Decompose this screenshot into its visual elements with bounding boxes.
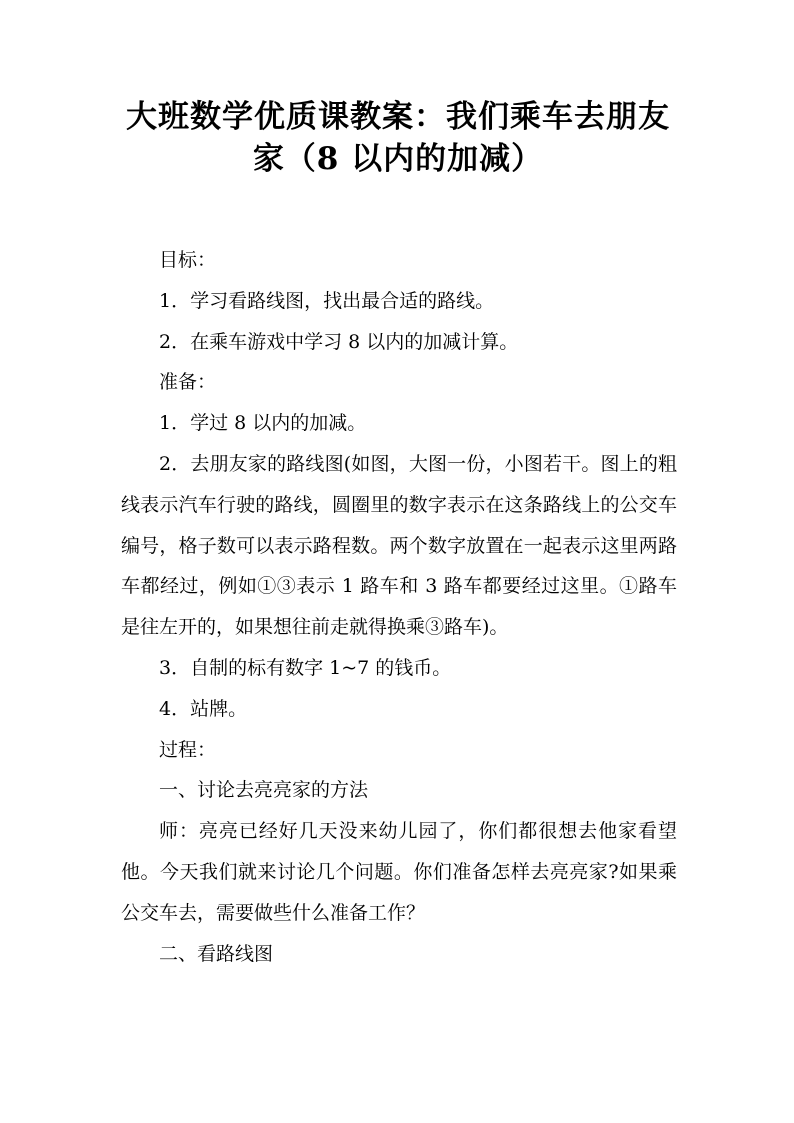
document-body xyxy=(121,240,677,974)
process-heading: 过程： xyxy=(159,738,217,761)
preparation-item-2: 2．去朋友家的路线图(如图，大图一份，小图若干。图上的粗线表示汽车行驶的路线，圆圈里的数字表示在这条路线上的公交车编号，格子数可以表示路程数。两个数字放置在一起表示这里两路车都经过，例如①③表示 1 路车和 3 路车都要经过这里。①路车是往左开的，如果想往前走就得换乘③路车)。 xyxy=(121,452,677,639)
goal-item-1: 1．学习看路线图，找出最合适的路线。 xyxy=(159,289,495,312)
title-line-2: 家（8 以内的加减） xyxy=(252,141,544,177)
preparation-item-1: 1．学过 8 以内的加减。 xyxy=(159,412,367,435)
teacher-dialogue: 师：亮亮已经好几天没来幼儿园了，你们都很想去他家看望他。今天我们就来讨论几个问题。你们准备怎样去亮亮家?如果乘公交车去，需要做些什么准备工作？ xyxy=(121,820,677,924)
section-heading-1: 一、讨论去亮亮家的方法 xyxy=(159,779,369,802)
preparation-item-3: 3．自制的标有数字 1~7 的钱币。 xyxy=(159,656,452,679)
preparation-item-4: 4．站牌。 xyxy=(159,697,248,720)
title-line-1: 大班数学优质课教案：我们乘车去朋友 xyxy=(126,99,670,135)
goals-heading: 目标： xyxy=(159,249,217,271)
section-heading-2: 二、看路线图 xyxy=(159,942,274,965)
preparation-heading: 准备： xyxy=(159,371,217,394)
document-title xyxy=(118,96,678,180)
goal-item-2: 2．在乘车游戏中学习 8 以内的加减计算。 xyxy=(159,330,519,353)
